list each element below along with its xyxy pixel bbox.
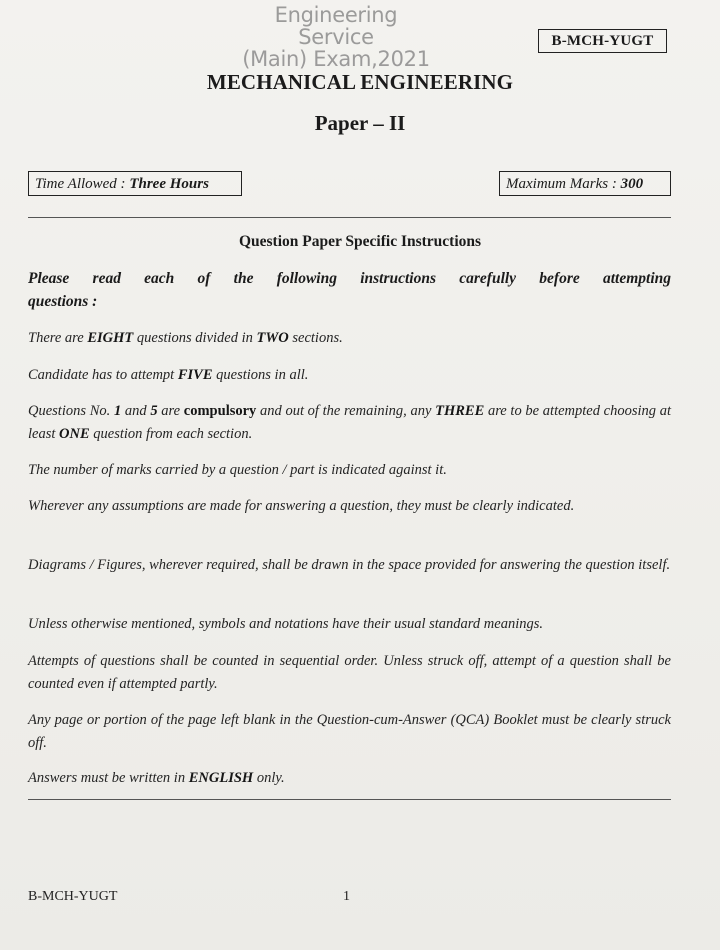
instruction-text: Candidate has to attempt: [28, 367, 178, 383]
maximum-marks-value: 300: [620, 176, 644, 192]
maximum-marks-box: [499, 171, 671, 196]
page-title: MECHANICAL ENGINEERING: [206, 70, 514, 94]
instruction-emphasis: TWO: [256, 330, 289, 346]
lead-line-2: questions :: [28, 293, 98, 310]
instruction-item-7: Unless otherwise mentioned, symbols and notations have their usual standard meanings.: [28, 616, 543, 632]
exam-stamp: [236, 4, 436, 70]
instruction-emphasis: THREE: [435, 403, 485, 419]
instructions-lead: [28, 267, 671, 313]
instruction-text: are: [157, 403, 184, 419]
page-number: 1: [343, 889, 350, 904]
lead-line-1: Please read each of the following instructions carefully before attempting: [28, 270, 671, 287]
instruction-emphasis: EIGHT: [87, 330, 134, 346]
instruction-text: only.: [253, 770, 285, 786]
bottom-divider: [28, 799, 671, 800]
instruction-item-2: [28, 364, 671, 387]
stamp-line-1: Engineering Service: [274, 3, 398, 50]
instruction-text: Answers must be written in: [28, 770, 189, 786]
instruction-text: sections.: [288, 330, 343, 346]
stamp-line-2: (Main) Exam,2021: [242, 47, 430, 72]
instruction-emphasis: FIVE: [177, 367, 213, 383]
instruction-item-3: [28, 400, 671, 446]
time-allowed-value: Three Hours: [129, 176, 209, 192]
instruction-emphasis: ENGLISH: [188, 770, 254, 786]
paper-subtitle: Paper – II: [314, 111, 406, 135]
instruction-emphasis: compulsory: [183, 403, 257, 419]
instruction-emphasis: ONE: [59, 426, 90, 442]
instruction-text: questions in all.: [212, 367, 309, 383]
instruction-text: Questions No.: [28, 403, 114, 419]
instructions-heading: Question Paper Specific Instructions: [238, 233, 482, 250]
instruction-item-4: The number of marks carried by a question / part is indicated against it.: [28, 462, 447, 478]
instruction-item-9: Any page or portion of the page left blank in the Question-cum-Answer (QCA) Booklet must be clearly struck off.: [28, 712, 671, 751]
instruction-emphasis: 1: [113, 403, 122, 419]
instruction-text: and out of the remaining, any: [256, 403, 436, 419]
instruction-text: question from each section.: [89, 426, 253, 442]
instruction-text: questions divided in: [133, 330, 257, 346]
instruction-emphasis: 5: [150, 403, 158, 419]
instruction-item-10: [28, 767, 671, 790]
maximum-marks-label: Maximum Marks :: [506, 176, 621, 192]
instruction-item-1: [28, 327, 671, 350]
instruction-item-8: Attempts of questions shall be counted in sequential order. Unless struck off, attempt of a question shall be counted even if attempted partly.: [28, 653, 671, 692]
instruction-item-6: Diagrams / Figures, wherever required, shall be drawn in the space provided for answering the question itself.: [28, 557, 671, 573]
top-divider: [28, 217, 671, 218]
footer-paper-code: B-MCH-YUGT: [28, 889, 118, 904]
time-allowed-label: Time Allowed :: [35, 176, 130, 192]
instruction-item-5: Wherever any assumptions are made for answering a question, they must be clearly indicated.: [28, 498, 575, 514]
time-allowed-box: [28, 171, 242, 196]
paper-code-box: B-MCH-YUGT: [538, 29, 667, 53]
instruction-text: and: [121, 403, 151, 419]
instruction-text: There are: [28, 330, 88, 346]
instruction-text: are to be attempted choosing at least: [28, 403, 672, 442]
